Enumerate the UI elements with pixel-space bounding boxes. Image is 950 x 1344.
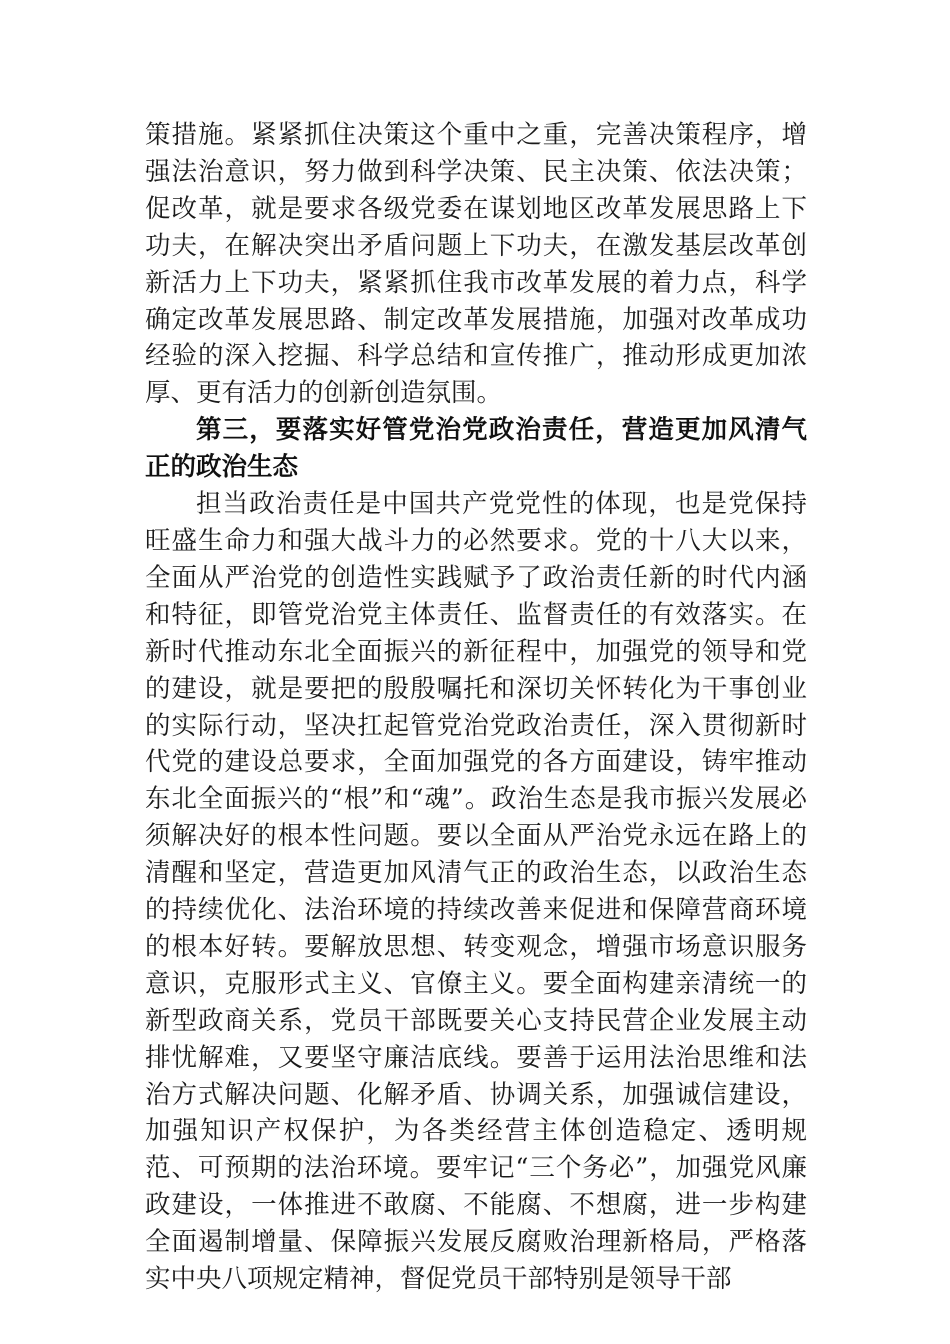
paragraph-body: 担当政治责任是中国共产党党性的体现，也是党保持旺盛生命力和强大战斗力的必然要求。党的十八大以来，全面从严治党的创造性实践赋予了政治责任新的时代内涵和特征，即管党治党主体责任、监督责任的有效落实。在新时代推动东北全面振兴的新征程中，加强党的领导和党的建设，就是要把的殷殷嘱托和深切关怀转化为干事创业的实际行动，坚决扛起管党治党政治责任，深入贯彻新时代党的建设总要求，全面加强党的各方面建设，铸牢推动东北全面振兴的“根”和“魂”。政治生态是我市振兴发展必须解决好的根本性问题。要以全面从严治党永远在路上的清醒和坚定，营造更加风清气正的政治生态，以政治生态的持续优化、法治环境的持续改善来促进和保障营商环境的根本好转。要解放思想、转变观念，增强市场意识服务意识，克服形式主义、官僚主义。要全面构建亲清统一的新型政商关系，党员干部既要关心支持民营企业发展主动排忧解难，又要坚守廉洁底线。要善于运用法治思维和法治方式解决问题、化解矛盾、协调关系，加强诚信建设，加强知识产权保护，为各类经营主体创造稳定、透明规范、可预期的法治环境。要牢记“三个务必”，加强党风廉政建设，一体推进不敢腐、不能腐、不想腐，进一步构建全面遏制增量、保障振兴发展反腐败治理新格局，严格落实中央八项规定精神，督促党员干部特别是领导干部: [145, 489, 807, 1295]
paragraph-continuation: 策措施。紧紧抓住决策这个重中之重，完善决策程序，增强法治意识，努力做到科学决策、民主决策、依法决策；促改革，就是要求各级党委在谋划地区改革发展思路上下功夫，在解决突出矛盾问题上下功夫，在激发基层改革创新活力上下功夫，紧紧抓住我市改革发展的着力点，科学确定改革发展思路、制定改革发展措施，加强对改革成功经验的深入挖掘、科学总结和宣传推广，推动形成更加浓厚、更有活力的创新创造氛围。: [145, 120, 807, 409]
document-body: [145, 117, 807, 1298]
section-heading-third: 第三，要落实好管党治党政治责任，营造更加风清气正的政治生态: [145, 415, 807, 483]
